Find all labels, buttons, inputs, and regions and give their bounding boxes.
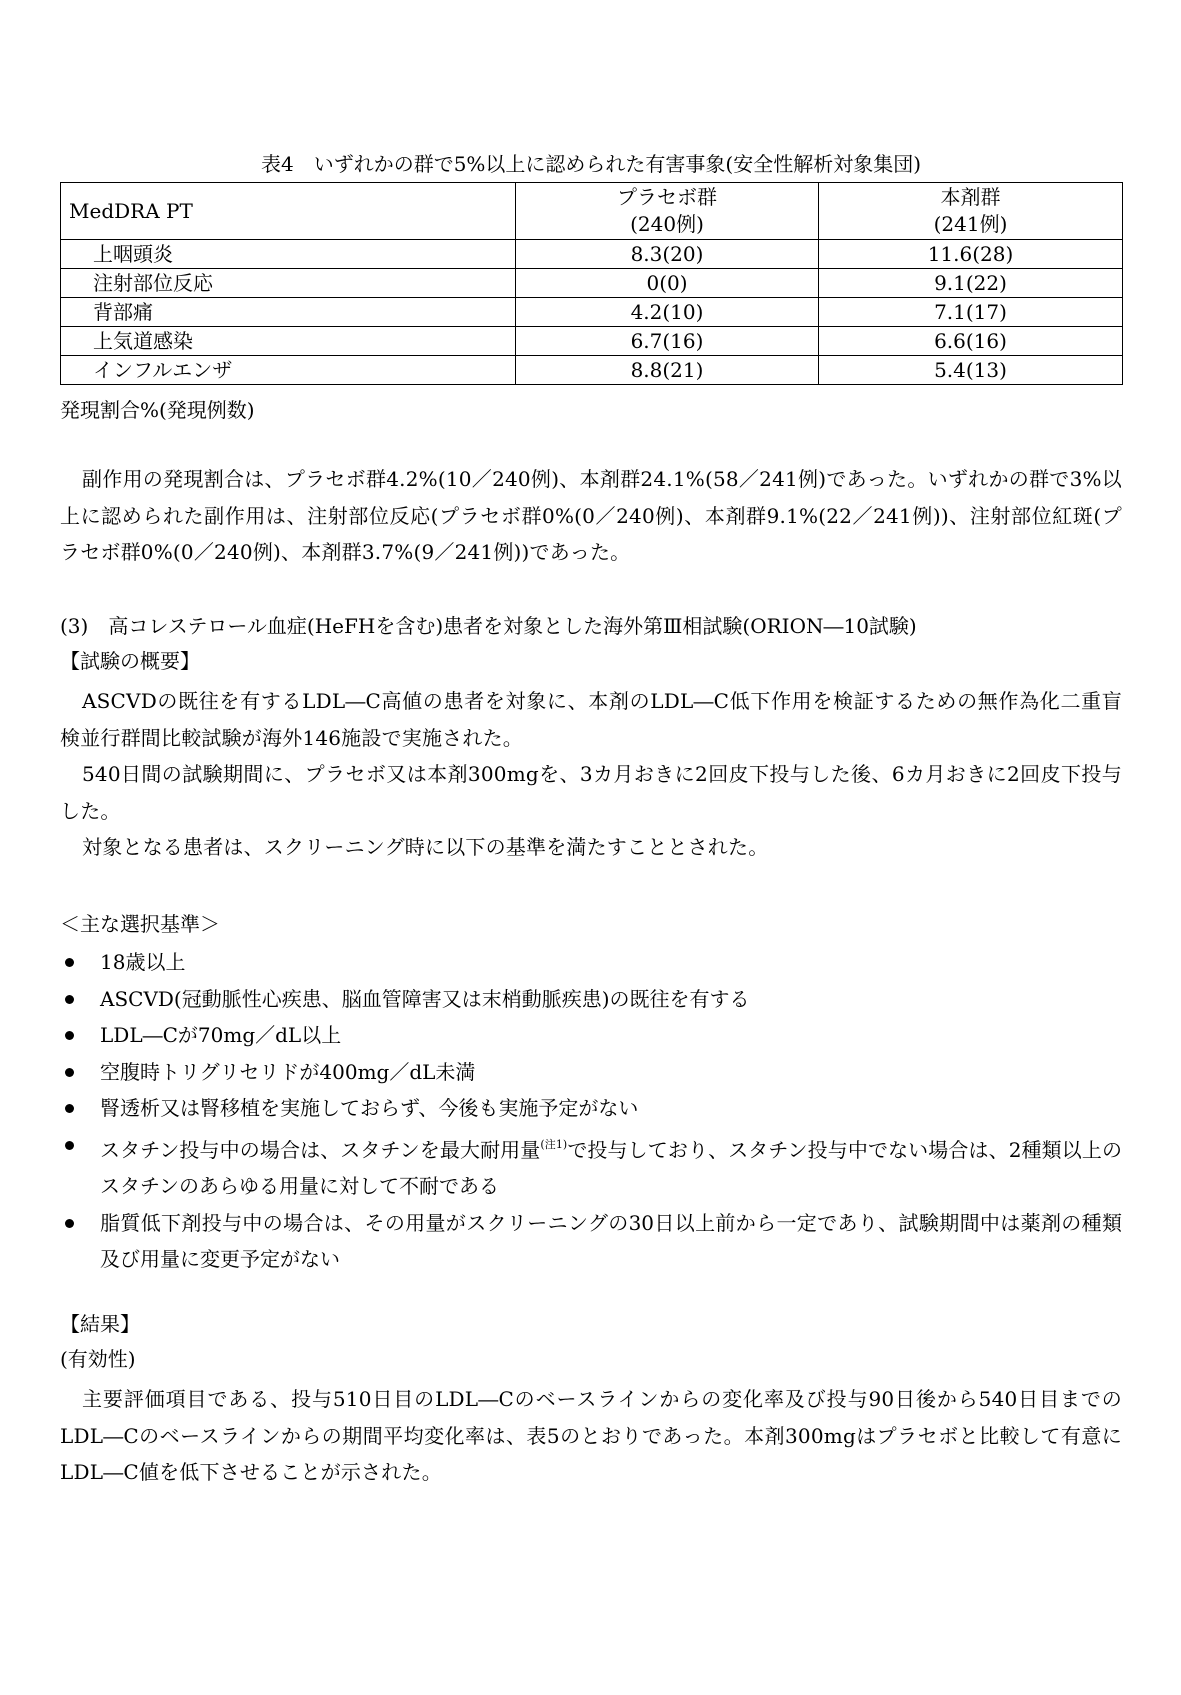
criteria-statin-b: で投与しており、スタチン投与中でない場合は、2種類以上のスタチンのあらゆる用量に対して不耐である	[100, 1137, 1122, 1198]
overview-paragraph-1: ASCVDの既往を有するLDL―C高値の患者を対象に、本剤のLDL―C低下作用を検証するための無作為化二重盲検並行群間比較試験が海外146施設で実施された。	[60, 689, 1122, 750]
row-placebo: 6.7(16)	[516, 327, 819, 356]
table-header-row	[61, 183, 1123, 240]
overview-paragraph-2: 540日間の試験期間に、プラセボ又は本剤300mgを、3カ月おきに2回皮下投与した後、6カ月おきに2回皮下投与した。	[60, 762, 1122, 823]
criteria-text: 腎透析又は腎移植を実施しておらず、今後も実施予定がない	[100, 1096, 639, 1120]
header-drug-line2: (241例)	[933, 212, 1008, 236]
row-drug: 7.1(17)	[819, 298, 1123, 327]
bullet-icon	[65, 1141, 74, 1150]
row-drug: 5.4(13)	[819, 356, 1123, 385]
list-item	[60, 981, 1122, 1018]
section3-heading: (3) 高コレステロール血症(HeFHを含む)患者を対象とした海外第Ⅲ相試験(ORION―10試験)	[60, 614, 917, 638]
list-item	[60, 1127, 1122, 1205]
bullet-icon	[65, 1031, 74, 1040]
table-row	[61, 356, 1123, 385]
results-heading: 【結果】	[60, 1312, 140, 1336]
bullet-icon	[65, 995, 74, 1004]
list-item	[60, 1205, 1122, 1278]
table-row	[61, 298, 1123, 327]
list-item	[60, 1017, 1122, 1054]
bullet-icon	[65, 1104, 74, 1113]
criteria-heading: ＜主な選択基準＞	[60, 912, 220, 936]
list-item	[60, 1090, 1122, 1127]
row-term: 注射部位反応	[61, 269, 516, 298]
efficacy-heading: (有効性)	[60, 1347, 136, 1371]
row-placebo: 8.8(21)	[516, 356, 819, 385]
criteria-lipid: 脂質低下剤投与中の場合は、その用量がスクリーニングの30日以上前から一定であり、試験期間中は薬剤の種類及び用量に変更予定がない	[100, 1210, 1122, 1271]
list-item	[60, 944, 1122, 981]
row-drug: 6.6(16)	[819, 327, 1123, 356]
table-row	[61, 269, 1123, 298]
efficacy-paragraph: 主要評価項目である、投与510日目のLDL―Cのベースラインからの変化率及び投与90日後から540日目までのLDL―Cのベースラインからの期間平均変化率は、表5のとおりであった。本剤300mgはプラセボと比較して有意にLDL―C値を低下させることが示された。	[60, 1387, 1122, 1484]
row-term: インフルエンザ	[61, 356, 516, 385]
adverse-events-table	[60, 182, 1123, 385]
overview-heading: 【試験の概要】	[60, 649, 200, 673]
criteria-text: ASCVD(冠動脈性心疾患、脳血管障害又は末梢動脈疾患)の既往を有する	[100, 986, 750, 1011]
table4-title: 表4 いずれかの群で5%以上に認められた有害事象(安全性解析対象集団)	[260, 152, 922, 176]
criteria-statin-a: スタチン投与中の場合は、スタチンを最大耐用量	[100, 1137, 541, 1162]
row-drug: 9.1(22)	[819, 269, 1123, 298]
row-drug: 11.6(28)	[819, 240, 1123, 269]
header-drug-line1: 本剤群	[940, 185, 1001, 209]
header-drug	[819, 183, 1123, 240]
table-row	[61, 327, 1123, 356]
header-term: MedDRA PT	[61, 183, 516, 240]
table-row	[61, 240, 1123, 269]
bullet-icon	[65, 1068, 74, 1077]
footnote-marker: (注1)	[540, 1137, 568, 1151]
table4-note: 発現割合%(発現例数)	[60, 398, 255, 422]
list-item	[60, 1054, 1122, 1091]
row-term: 上気道感染	[61, 327, 516, 356]
row-term: 背部痛	[61, 298, 516, 327]
bullet-icon	[65, 958, 74, 967]
row-placebo: 0(0)	[516, 269, 819, 298]
criteria-text: 空腹時トリグリセリドが400mg／dL未満	[100, 1059, 476, 1084]
overview-paragraph-3: 対象となる患者は、スクリーニング時に以下の基準を満たすこととされた。	[82, 835, 769, 859]
adr-paragraph: 副作用の発現割合は、プラセボ群4.2%(10／240例)、本剤群24.1%(58／241例)であった。いずれかの群で3%以上に認められた副作用は、注射部位反応(プラセボ群0%(0／240例)、本剤群9.1%(22／241例))、注射部位紅斑(プラセボ群0%(0／240例)、本剤群3.7%(9／241例))であった。	[60, 467, 1122, 564]
criteria-list	[60, 944, 1122, 1278]
row-term: 上咽頭炎	[61, 240, 516, 269]
criteria-text: LDL―Cが70mg／dL以上	[100, 1023, 342, 1047]
header-placebo	[516, 183, 819, 240]
header-placebo-line1: プラセボ群	[617, 185, 717, 209]
row-placebo: 8.3(20)	[516, 240, 819, 269]
row-placebo: 4.2(10)	[516, 298, 819, 327]
header-placebo-line2: (240例)	[630, 212, 704, 236]
bullet-icon	[65, 1219, 74, 1228]
criteria-text: 18歳以上	[100, 950, 186, 974]
